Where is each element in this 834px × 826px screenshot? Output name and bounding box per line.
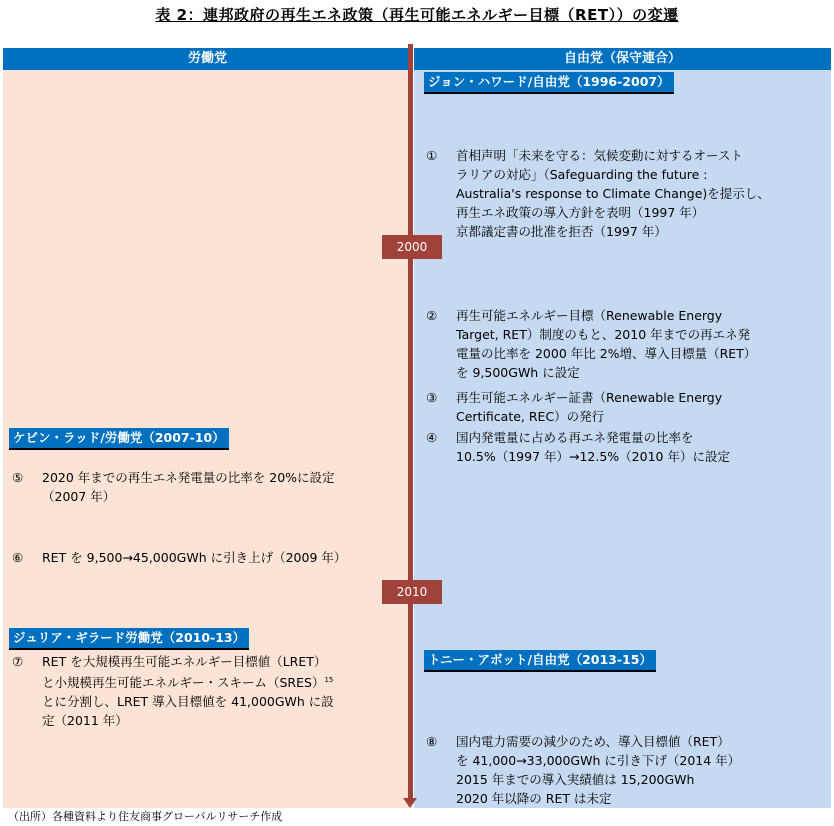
table-title: 表 2：連邦政府の再生エネ政策（再生可能エネルギー目標（RET））の変遷 bbox=[155, 6, 679, 24]
item-line: （2007 年） bbox=[42, 489, 116, 504]
item-line: 再生可能エネルギー証書（Renewable Energy bbox=[456, 390, 723, 405]
item-line: と小規模再生可能エネルギー・スキーム（SRES） bbox=[42, 675, 325, 691]
timeline-arrow-icon bbox=[403, 798, 417, 808]
item-line: 国内電力需要の減少のため、導入目標値（RET） bbox=[456, 734, 730, 749]
policy-item-4 bbox=[426, 428, 826, 466]
era-howard: ジョン・ハワード/自由党（1996-2007） bbox=[424, 72, 674, 94]
item-line: 首相声明「未来を守る：気候変動に対するオースト bbox=[456, 148, 743, 163]
item-line: 京都議定書の批准を拒否（1997 年） bbox=[456, 224, 667, 239]
item-line: を 41,000→33,000GWh に引き下げ（2014 年） bbox=[456, 753, 741, 768]
item-line: RET を 9,500→45,000GWh に引き上げ（2009 年） bbox=[42, 550, 347, 565]
item-line: 再生可能エネルギー目標（Renewable Energy bbox=[456, 308, 723, 323]
era-rudd: ケビン・ラッド/労働党（2007-10） bbox=[9, 428, 229, 450]
item-number: ⑤ bbox=[12, 470, 24, 485]
policy-item-6 bbox=[12, 548, 408, 567]
era-gillard: ジュリア・ギラード労働党（2010-13） bbox=[9, 628, 249, 650]
item-line: 10.5%（1997 年）→12.5%（2010 年）に設定 bbox=[456, 449, 730, 464]
item-number: ① bbox=[426, 148, 438, 163]
year-marker-2010: 2010 bbox=[382, 580, 442, 604]
item-line: Certificate, REC）の発行 bbox=[456, 409, 605, 424]
item-line: 定（2011 年） bbox=[42, 713, 128, 729]
policy-item-3 bbox=[426, 388, 826, 426]
source-note: （出所）各種資料より住友商事グローバルリサーチ作成 bbox=[8, 810, 283, 823]
item-line: 2020 年以降の RET は未定 bbox=[456, 791, 612, 806]
era-abbott: トニー・アボット/自由党（2013-15） bbox=[424, 650, 656, 672]
item-number: ⑦ bbox=[12, 654, 24, 669]
item-number: ⑧ bbox=[426, 734, 438, 749]
policy-item-8 bbox=[426, 732, 826, 808]
footnote-ref: 15 bbox=[324, 676, 334, 684]
policy-item-5 bbox=[12, 468, 408, 506]
policy-item-2 bbox=[426, 306, 826, 382]
policy-item-7 bbox=[12, 652, 408, 730]
item-number: ⑥ bbox=[12, 550, 24, 565]
item-line: を 9,500GWh に設定 bbox=[456, 365, 580, 380]
item-number: ④ bbox=[426, 430, 438, 445]
item-line: 電量の比率を 2000 年比 2%増、導入目標量（RET） bbox=[456, 346, 757, 361]
item-number: ③ bbox=[426, 390, 438, 405]
item-line: ラリアの対応」（Safeguarding the future : bbox=[456, 167, 708, 182]
column-header-labor: 労働党 bbox=[3, 48, 412, 70]
item-line: RET を大規模再生可能エネルギー目標値（LRET） bbox=[42, 654, 327, 669]
item-line: とに分割し、LRET 導入目標値を 41,000GWh に設 bbox=[42, 694, 334, 710]
year-marker-2000: 2000 bbox=[382, 235, 442, 259]
timeline-axis bbox=[408, 44, 413, 800]
item-line: Target, RET）制度のもと、2010 年までの再エネ発 bbox=[456, 327, 751, 342]
item-number: ② bbox=[426, 308, 438, 323]
item-line: 再生エネ政策の導入方針を表明（1997 年） bbox=[456, 205, 705, 220]
item-line: 国内発電量に占める再エネ発電量の比率を bbox=[456, 430, 694, 445]
policy-item-1 bbox=[426, 146, 826, 241]
column-header-liberal: 自由党（保守連合） bbox=[414, 48, 831, 70]
item-line: 2015 年までの導入実績値は 15,200GWh bbox=[456, 772, 695, 787]
item-line: 2020 年までの再生エネ発電量の比率を 20%に設定 bbox=[42, 470, 335, 485]
item-line: Australia's response to Climate Change)を提示し、 bbox=[456, 186, 770, 201]
